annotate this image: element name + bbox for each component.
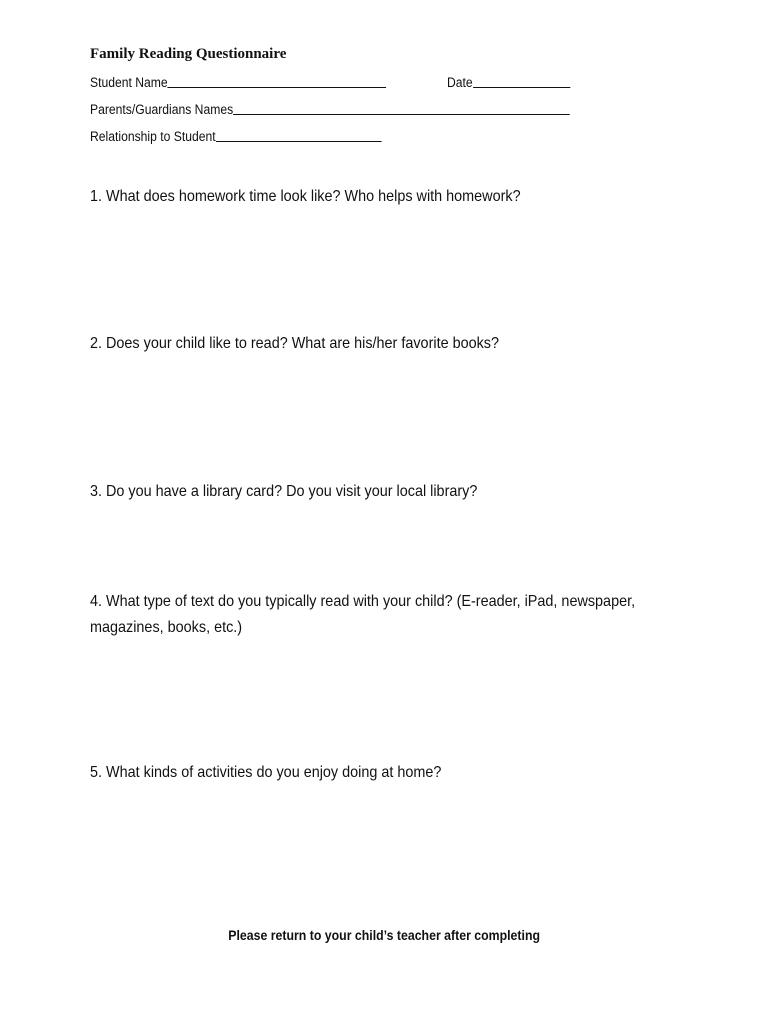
question-1: 1. What does homework time look like? Who helps with homework? [90, 188, 521, 205]
parents-names-blank[interactable] [233, 101, 570, 115]
student-name-label: Student Name [90, 75, 168, 90]
date-field [447, 74, 570, 90]
relationship-label: Relationship to Student [90, 129, 216, 144]
question-5: 5. What kinds of activities do you enjoy doing at home? [90, 764, 442, 781]
question-3: 3. Do you have a library card? Do you visit your local library? [90, 483, 478, 500]
parents-names-field [90, 101, 570, 117]
return-instruction-text: Please return to your child’s teacher after completing [228, 927, 540, 943]
question-2: 2. Does your child like to read? What are his/her favorite books? [90, 335, 500, 352]
return-instruction [0, 927, 768, 943]
question-4: 4. What type of text do you typically read with your child? (E-reader, iPad, newspaper, magazines, books, etc.) [90, 593, 636, 636]
parents-names-label: Parents/Guardians Names [90, 102, 234, 117]
relationship-field [90, 128, 381, 144]
student-name-field [90, 74, 386, 90]
date-label: Date [447, 75, 473, 90]
page-title: Family Reading Questionnaire [90, 46, 287, 62]
relationship-blank[interactable] [216, 128, 382, 142]
date-blank[interactable] [473, 74, 570, 88]
student-name-blank[interactable] [168, 74, 387, 88]
